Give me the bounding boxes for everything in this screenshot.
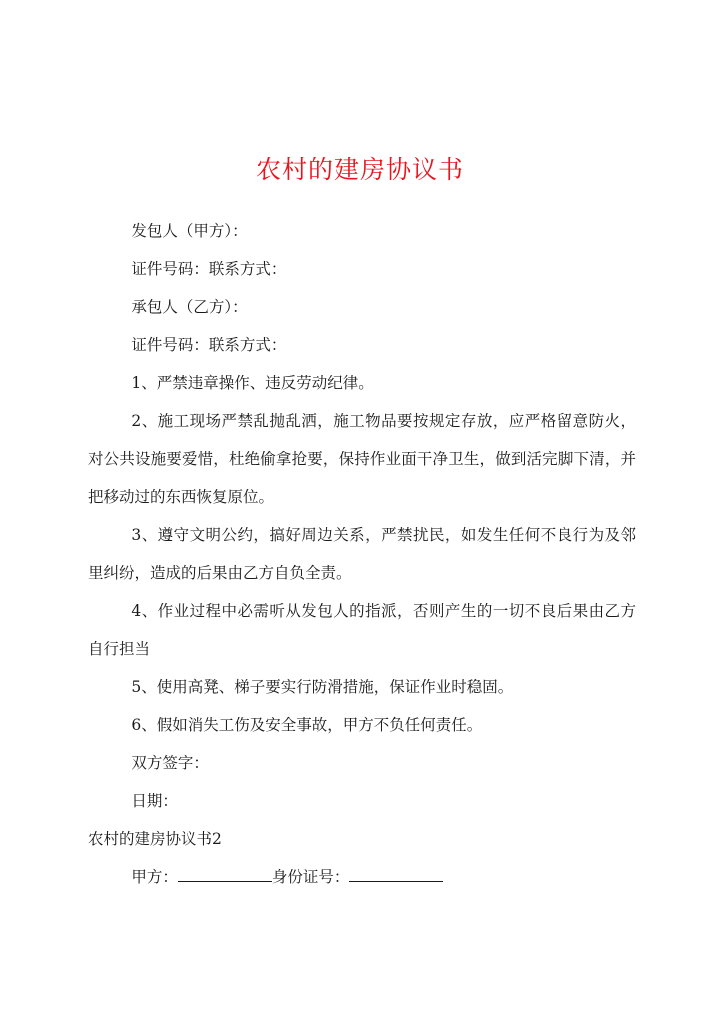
document-title: 农村的建房协议书 [255, 155, 464, 184]
clause-1: 1、严禁违章操作、违反劳动纪律。 [131, 374, 374, 392]
party-a-label: 甲方： [131, 868, 178, 886]
contractor-line: 承包人（乙方）： [131, 298, 248, 316]
employer-line: 发包人（甲方）： [131, 222, 248, 240]
clause-2: 2、施工现场严禁乱抛乱洒，施工物品要按规定存放，应严格留意防火，对公共设施要爱惜，杜绝偷拿抢要，保持作业面干净卫生，做到活完脚下清，并把移动过的东西恢复原位。 [88, 412, 636, 506]
id-number-blank [349, 866, 443, 882]
contractor-id-line: 证件号码：联系方式： [131, 336, 287, 354]
document-body [88, 212, 636, 896]
clause-5: 5、使用高凳、梯子要实行防滑措施，保证作业时稳固。 [131, 678, 514, 696]
employer-id-line: 证件号码：联系方式： [131, 260, 287, 278]
signature-line: 双方签字： [131, 754, 209, 772]
party-a-name-blank [178, 866, 272, 882]
clause-6: 6、假如消失工伤及安全事故，甲方不负任何责任。 [131, 716, 483, 734]
second-agreement-title: 农村的建房协议书2 [88, 830, 222, 848]
clause-4: 4、作业过程中必需听从发包人的指派，否则产生的一切不良后果由乙方自行担当 [88, 602, 636, 658]
party-a-id-line [88, 858, 636, 896]
date-line: 日期： [131, 792, 178, 810]
id-number-label: 身份证号： [271, 868, 350, 886]
clause-3: 3、遵守文明公约，搞好周边关系，严禁扰民，如发生任何不良行为及邻里纠纷，造成的后果由乙方自负全责。 [88, 526, 636, 582]
